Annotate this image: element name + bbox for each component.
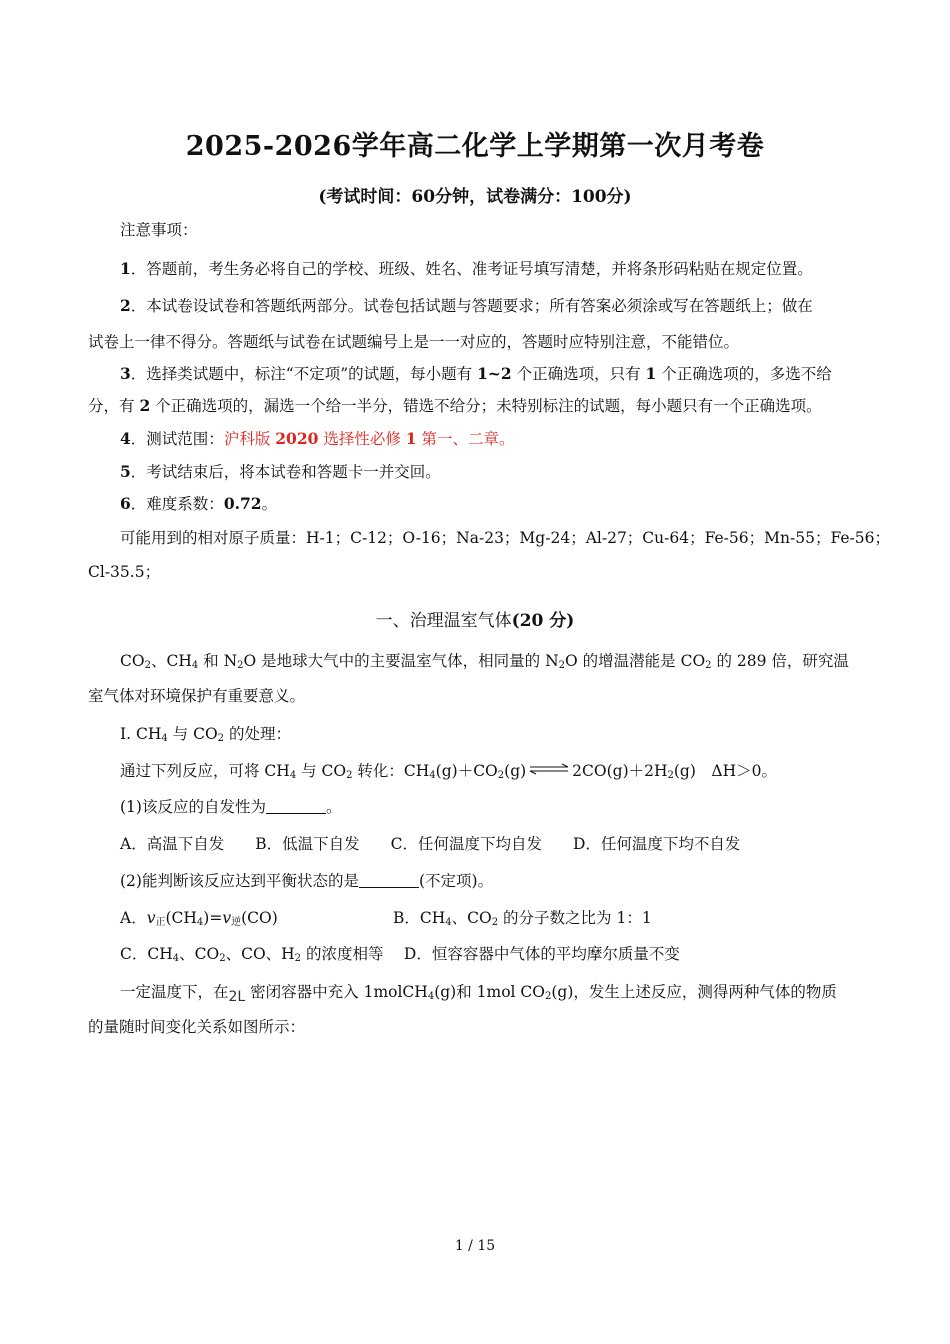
- question-2: [120, 871, 493, 891]
- exam-subtitle: (考试时间：60分钟，试卷满分：100分): [318, 187, 632, 207]
- question-2-option-cd: [120, 944, 680, 964]
- text: O 的增温潜能是 CO: [565, 652, 706, 670]
- part-i-heading: [120, 724, 291, 744]
- text: 、CO、H: [225, 945, 295, 963]
- text: (g): [504, 762, 527, 780]
- text: 和 N: [198, 652, 238, 670]
- subscript: 4: [191, 660, 199, 671]
- difficulty-value: 0.72: [223, 494, 262, 513]
- text: (g)＋CO: [435, 762, 498, 780]
- scope-text: 沪科版: [223, 430, 276, 448]
- equilibrium-arrow-icon: [528, 763, 570, 775]
- subscript: 4: [427, 991, 435, 1002]
- page-title: 2025-2026学年高二化学上学期第一次月考卷: [185, 131, 765, 162]
- text: 通过下列反应，可将 CH: [120, 762, 290, 780]
- text: B．CH: [393, 909, 446, 927]
- text: C．CH: [120, 945, 173, 963]
- text: (CH: [165, 909, 197, 927]
- notice-item-3-cont: [88, 396, 822, 416]
- section-score: (20 分): [511, 611, 575, 631]
- notice-text: ．考试结束后，将本试卷和答题卡一并交回。: [130, 463, 441, 481]
- text: 与 CO: [167, 725, 218, 743]
- subscript: 4: [196, 917, 204, 928]
- text: (不定项)。: [418, 872, 494, 890]
- notice-item-4: [120, 429, 514, 449]
- notice-text: 分，有: [88, 397, 140, 415]
- question-2-option-a: [120, 908, 278, 928]
- notice-item-2: [120, 296, 813, 316]
- subscript: 正: [155, 917, 166, 928]
- scope-text: 1: [405, 429, 417, 448]
- text: 转化：CH: [352, 762, 430, 780]
- subscript: 4: [445, 917, 452, 928]
- notice-text: 个正确选项的，漏选一个给一半分，错选不给分；未特别标注的试题，每小题只有一个正确选项。: [150, 397, 822, 415]
- text: 的浓度相等 D．恒容容器中气体的平均摩尔质量不变: [301, 945, 680, 963]
- subscript: 2: [144, 660, 151, 671]
- text: 2CO(g)＋2H: [572, 762, 668, 780]
- subscript: 2: [346, 770, 353, 781]
- scope-text: 第一、二章。: [416, 430, 515, 448]
- answer-blank[interactable]: [359, 873, 419, 888]
- notice-num: 6: [120, 494, 131, 513]
- notice-bold: 2: [139, 396, 151, 415]
- section-title: [0, 606, 950, 631]
- notice-text: ．选择类试题中，标注“不定项”的试题，每小题有: [130, 365, 478, 383]
- notice-num: 4: [120, 429, 131, 448]
- notice-text: 。: [261, 495, 278, 513]
- text: v: [146, 909, 156, 927]
- section-title-text: 一、治理温室气体: [375, 611, 512, 631]
- volume-label: 2L: [228, 989, 246, 1005]
- notice-heading: 注意事项：: [120, 221, 198, 239]
- question-1-options: A．高温下自发 B．低温下自发 C．任何温度下均自发 D．任何温度下均不自发: [120, 835, 741, 853]
- subscript: 2: [497, 770, 505, 781]
- subscript: 2: [491, 917, 499, 928]
- subscript: 4: [172, 953, 180, 964]
- intro-line-2: 室气体对环境保护有重要意义。: [88, 687, 306, 705]
- text: 、CO: [451, 909, 492, 927]
- text: 的 289 倍，研究温: [711, 652, 849, 670]
- question-2-option-b: [393, 908, 652, 928]
- text: 、CH: [150, 652, 192, 670]
- subscript: 2: [705, 660, 712, 671]
- text: 与 CO: [296, 762, 347, 780]
- notice-text: ．本试卷设试卷和答题纸两部分。试卷包括试题与答题要求；所有答案必须涂或写在答题纸上；做在: [130, 297, 813, 315]
- condition-line-2: 的量随时间变化关系如图所示：: [88, 1018, 306, 1036]
- notice-text: 个正确选项，只有: [511, 365, 646, 383]
- notice-item-5: [120, 462, 441, 482]
- atomic-masses: 可能用到的相对原子质量：H-1；C-12；O-16；Na-23；Mg-24；Al-27；Cu-64；Fe-56；Mn-55；Fe-56；: [120, 529, 890, 547]
- atomic-masses-cont: Cl-35.5；: [88, 563, 161, 581]
- notice-text: 个正确选项的，多选不给: [656, 365, 832, 383]
- notice-bold: 1~2: [477, 364, 512, 383]
- subscript: 4: [289, 770, 297, 781]
- text: (g)和 1mol CO: [434, 983, 545, 1001]
- condition-line-1: [120, 982, 837, 1007]
- text: 、CO: [179, 945, 220, 963]
- notice-bold: 1: [645, 364, 657, 383]
- text: 。: [325, 798, 342, 816]
- subscript: 2: [545, 991, 552, 1002]
- subscript: 逆: [231, 917, 242, 928]
- scope-text: 选择性必修: [318, 430, 406, 448]
- notice-item-6: [120, 494, 277, 514]
- subscript: 2: [558, 660, 566, 671]
- subscript: 4: [161, 733, 168, 744]
- subscript: 2: [217, 733, 225, 744]
- text: 的分子数之比为 1：1: [498, 909, 652, 927]
- text: CO: [120, 652, 145, 670]
- notice-item-2-cont: 试卷上一律不得分。答题纸与试卷在试题编号上是一一对应的，答题时应特别注意，不能错位。: [88, 333, 740, 351]
- text: O 是地球大气中的主要温室气体，相同量的 N: [243, 652, 559, 670]
- notice-text: ．难度系数：: [130, 495, 224, 513]
- page-number: 1 / 15: [454, 1238, 496, 1254]
- question-1: [120, 797, 341, 817]
- text: (1)该反应的自发性为: [120, 798, 266, 816]
- subscript: 2: [667, 770, 674, 781]
- reaction-line: [120, 761, 777, 781]
- subscript: 2: [219, 953, 226, 964]
- notice-num: 3: [120, 364, 131, 383]
- notice-text: ．测试范围：: [130, 430, 224, 448]
- notice-text: ．答题前，考生务必将自己的学校、班级、姓名、准考证号填写清楚，并将条形码粘贴在规定位置。: [130, 260, 813, 278]
- subscript: 4: [429, 770, 436, 781]
- text: A．: [120, 909, 147, 927]
- answer-blank[interactable]: [266, 799, 326, 814]
- intro-line-1: [120, 651, 849, 671]
- text: v: [222, 909, 232, 927]
- text: I. CH: [120, 725, 162, 743]
- text: 一定温度下，在: [120, 983, 229, 1001]
- notice-num: 5: [120, 462, 131, 481]
- text: (g) ΔH＞0。: [673, 762, 777, 780]
- text: 的处理：: [224, 725, 291, 743]
- subscript: 2: [237, 660, 244, 671]
- text: )=: [203, 909, 223, 927]
- notice-num: 2: [120, 296, 131, 315]
- text: 密闭容器中充入 1molCH: [245, 983, 428, 1001]
- text: (g)，发生上述反应，测得两种气体的物质: [551, 983, 837, 1001]
- text: (2)能判断该反应达到平衡状态的是: [120, 872, 359, 890]
- subscript: 2: [294, 953, 302, 964]
- notice-num: 1: [120, 259, 131, 278]
- notice-item-1: [120, 259, 813, 279]
- scope-text: 2020: [275, 429, 319, 448]
- notice-item-3: [120, 364, 832, 384]
- text: (CO): [241, 909, 278, 927]
